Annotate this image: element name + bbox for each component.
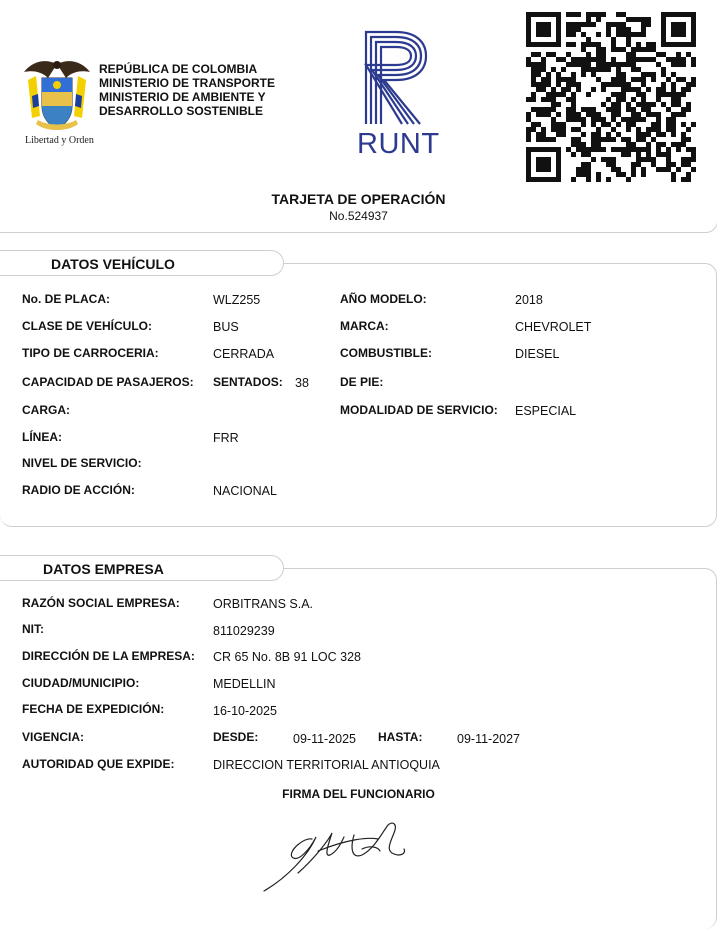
from-value: 09-11-2025 xyxy=(293,732,357,746)
authority-value: DIRECCION TERRITORIAL ANTIOQUIA xyxy=(213,758,440,772)
signature-caption: FIRMA DEL FUNCIONARIO xyxy=(282,787,435,801)
cargo-label: CARGA: xyxy=(22,403,70,417)
company-name-value: ORBITRANS S.A. xyxy=(213,597,314,611)
to-label: HASTA: xyxy=(378,730,423,744)
body-value: CERRADA xyxy=(213,347,275,361)
signature-icon xyxy=(258,815,418,895)
line-value: FRR xyxy=(213,431,239,445)
plate-value: WLZ255 xyxy=(213,293,261,307)
address-label: DIRECCIÓN DE LA EMPRESA: xyxy=(22,649,195,663)
fuel-label: COMBUSTIBLE: xyxy=(340,346,432,360)
ministry-transport: MINISTERIO DE TRANSPORTE xyxy=(99,76,276,90)
radius-label: RADIO DE ACCIÓN: xyxy=(22,483,135,497)
service-level-label: NIVEL DE SERVICIO: xyxy=(22,456,142,470)
ministry-environment-2: DESARROLLO SOSTENIBLE xyxy=(99,104,264,118)
city-label: CIUDAD/MUNICIPIO: xyxy=(22,676,140,690)
line-label: LÍNEA: xyxy=(22,430,62,444)
radius-value: NACIONAL xyxy=(213,484,277,498)
seated-value: 38 xyxy=(295,376,309,390)
fuel-value: DIESEL xyxy=(515,347,560,361)
authority-label: AUTORIDAD QUE EXPIDE: xyxy=(22,757,175,771)
runt-wordmark: RUNT xyxy=(357,128,440,160)
header-frame xyxy=(0,0,717,233)
capacity-label: CAPACIDAD DE PASAJEROS: xyxy=(22,375,194,389)
issue-date-value: 16-10-2025 xyxy=(213,704,277,718)
model-year-value: 2018 xyxy=(515,293,543,307)
motto: Libertad y Orden xyxy=(25,135,94,146)
seated-label: SENTADOS: xyxy=(213,375,283,389)
class-label: CLASE DE VEHÍCULO: xyxy=(22,319,153,333)
company-name-label: RAZÓN SOCIAL EMPRESA: xyxy=(22,596,180,610)
body-label: TIPO DE CARROCERIA: xyxy=(22,346,159,360)
document-title: TARJETA DE OPERACIÓN xyxy=(271,191,446,207)
issue-date-label: FECHA DE EXPEDICIÓN: xyxy=(22,702,165,716)
from-label: DESDE: xyxy=(213,730,259,744)
service-mode-label: MODALIDAD DE SERVICIO: xyxy=(340,403,498,417)
service-mode-value: ESPECIAL xyxy=(515,404,577,418)
standing-label: DE PIE: xyxy=(340,375,384,389)
class-value: BUS xyxy=(213,320,239,334)
company-section-title: DATOS EMPRESA xyxy=(0,555,284,581)
validity-label: VIGENCIA: xyxy=(22,730,85,744)
brand-label: MARCA: xyxy=(340,319,389,333)
vehicle-section-title: DATOS VEHÍCULO xyxy=(0,250,284,276)
city-value: MEDELLIN xyxy=(213,677,276,691)
plate-label: No. DE PLACA: xyxy=(22,292,110,306)
document-number: No.524937 xyxy=(329,209,388,223)
to-value: 09-11-2027 xyxy=(457,732,521,746)
address-value: CR 65 No. 8B 91 LOC 328 xyxy=(213,650,361,664)
ministry-environment-1: MINISTERIO DE AMBIENTE Y xyxy=(99,90,266,104)
model-year-label: AÑO MODELO: xyxy=(340,292,427,306)
country-name: REPÚBLICA DE COLOMBIA xyxy=(99,62,258,76)
brand-value: CHEVROLET xyxy=(515,320,592,334)
nit-label: NIT: xyxy=(22,622,44,636)
nit-value: 811029239 xyxy=(213,624,275,638)
